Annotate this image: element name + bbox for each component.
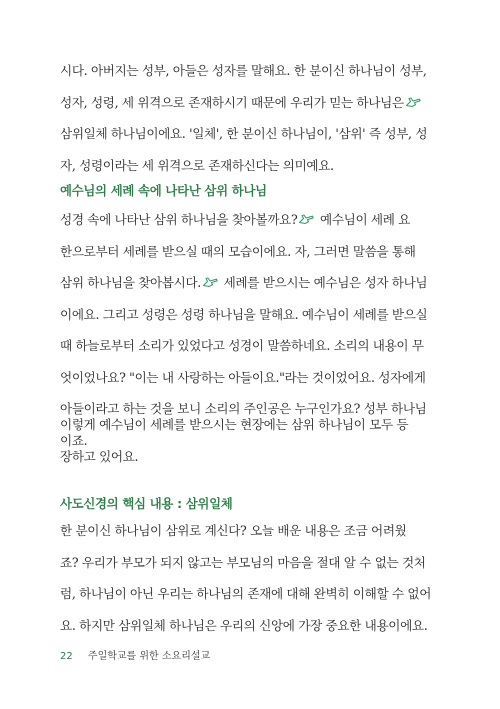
text-run: 삼위 하나님을 찾아봅시다. (60, 275, 201, 290)
text-run: 세례를 받으시는 예수님은 성자 하나님 (219, 275, 428, 290)
text-line: 이죠. (60, 432, 88, 448)
intro-paragraph (60, 55, 444, 181)
book-title: 주일학교를 위한 소요리설교 (87, 651, 211, 662)
baptism-summary-paragraph (60, 409, 444, 472)
text-run: 예수님이 세례 요 (316, 212, 411, 227)
hand-pointing-icon (202, 276, 219, 288)
text-line: 한으로부터 세례를 받으실 때의 모습이에요. 자, 그러면 말씀을 통해 (60, 243, 416, 259)
text-line (60, 87, 444, 119)
section-heading-baptism: 예수님의 세례 속에 나타난 삼위 하나님 (60, 183, 267, 198)
text-line: 죠? 우리가 부모가 되지 않고는 부모님의 마음을 절대 알 수 없는 것처 (60, 554, 426, 570)
page-number: 22 (60, 651, 73, 662)
text-line: 삼위일체 하나님이에요. '일체', 한 분이신 하나님이, '삼위' 즉 성부, 성 (60, 126, 428, 141)
text-line (60, 267, 444, 299)
text-line: 럼, 하나님이 아닌 우리는 하나님의 존재에 대해 완벽히 이해할 수 없어 (60, 586, 432, 601)
text-line: 자, 성령이라는 세 위격으로 존재하신다는 의미예요. (60, 157, 334, 173)
text-run: 성경 속에 나타난 삼위 하나님을 찾아볼까요? (60, 212, 298, 227)
text-line: 아들이라고 하는 것을 보니 소리의 주인공은 누구인가요? 성부 하나님 (60, 401, 427, 416)
text-run: 성자, 성령, 세 위격으로 존재하시기 때문에 우리가 믿는 하나님은 (60, 94, 404, 110)
text-line (60, 204, 444, 236)
text-line: 이렇게 예수님이 세례를 받으시는 현장에는 삼위 하나님이 모두 등 (60, 417, 409, 432)
hand-pointing-icon (298, 213, 315, 225)
page-footer (60, 647, 210, 662)
text-line: 이에요. 그리고 성령은 성령 하나님을 말해요. 예수님이 세례를 받으실 (60, 306, 428, 322)
text-line: 요. 하지만 삼위일체 하나님은 우리의 신앙에 가장 중요한 내용이에요. (60, 617, 428, 633)
text-line: 시다. 아버지는 성부, 아들은 성자를 말해요. 한 분이신 하나님이 성부, (60, 63, 427, 78)
hand-pointing-icon (405, 96, 422, 108)
text-line: 때 하늘로부터 소리가 있었다고 성경이 말씀하네요. 소리의 내용이 무 (60, 338, 424, 353)
section-heading-creed: 사도신경의 핵심 내용 : 삼위일체 (60, 496, 233, 511)
text-line: 장하고 있어요. (60, 448, 139, 464)
text-line: 엇이었나요? "이는 내 사랑하는 아들이요."라는 것이었어요. 성자에게 (60, 369, 426, 385)
text-line: 한 분이신 하나님이 삼위로 계신다? 오늘 배운 내용은 조금 어려웠 (60, 523, 407, 538)
trinity-paragraph (60, 515, 444, 641)
